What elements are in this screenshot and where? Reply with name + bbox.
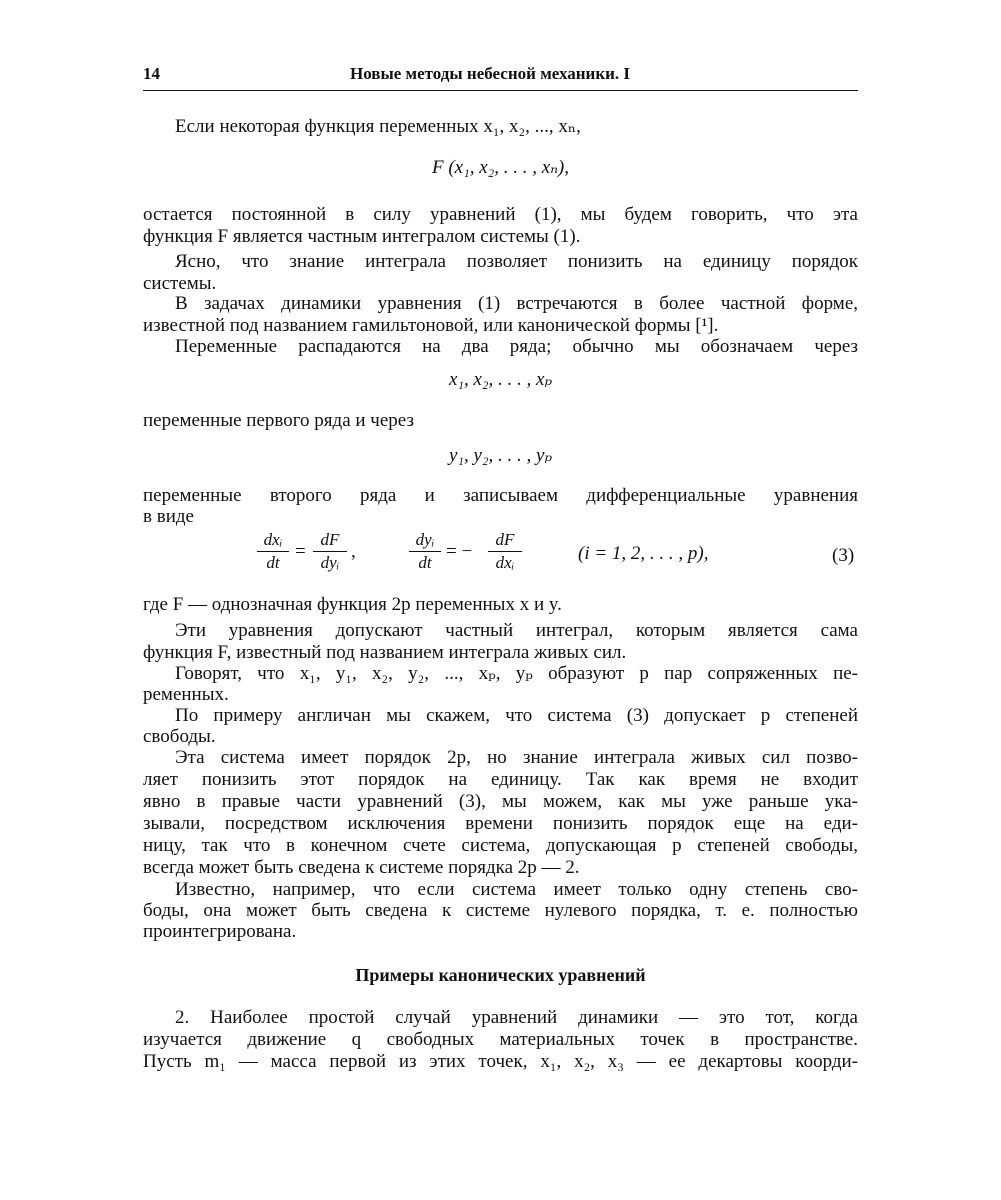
text-line: Эта система имеет порядок 2p, но знание интеграла живых сил позво-: [175, 747, 858, 768]
text-line: Ясно, что знание интеграла позволяет понизить на единицу порядок: [175, 251, 858, 272]
text-line: Говорят, что x₁, y₁, x₂, y₂, ..., xₚ, yₚ образуют p пар сопряженных пе-: [175, 663, 858, 684]
text-line: зывали, посредством исключения времени понизить порядок еще на еди-: [143, 813, 858, 834]
text-line: Если некоторая функция переменных x₁, x₂, ..., xₙ,: [175, 116, 581, 137]
text-line: Известно, например, что если система имеет только одну степень сво-: [175, 879, 858, 900]
text-line: где F — однозначная функция 2p переменных x и y.: [143, 594, 562, 615]
text-line: Эти уравнения допускают частный интеграл, которым является сама: [175, 620, 858, 641]
text-line: функция F, известный под названием интеграла живых сил.: [143, 642, 627, 663]
text-line: в виде: [143, 506, 194, 527]
formula-y-series: y₁, y₂, . . . , yₚ: [448, 445, 553, 466]
fraction: dF dyᵢ: [313, 530, 347, 573]
text-line: ременных.: [143, 684, 229, 705]
text-line: ницу, так что в конечном счете система, допускающая p степеней свободы,: [143, 835, 858, 856]
text-line: функция F является частным интегралом системы (1).: [143, 226, 581, 247]
text-line: системы.: [143, 273, 217, 294]
fraction: dyᵢ dt: [409, 530, 441, 573]
comma: ,: [351, 541, 356, 562]
text-line: По примеру англичан мы скажем, что система (3) допускает p степеней: [175, 705, 858, 726]
text-line: 2. Наиболее простой случай уравнений динамики — это тот, когда: [175, 1007, 858, 1028]
text-line: проинтегрирована.: [143, 921, 297, 942]
equation-number: (3): [832, 545, 855, 566]
running-header: [143, 62, 858, 91]
formula-x-series: x₁, x₂, . . . , xₚ: [448, 369, 553, 390]
text-line: известной под названием гамильтоновой, или канонической формы [¹].: [143, 315, 719, 336]
text-line: изучается движение q свободных материальных точек в пространстве.: [143, 1029, 858, 1050]
text-line: всегда может быть сведена к системе порядка 2p — 2.: [143, 857, 580, 878]
text-line: остается постоянной в силу уравнений (1), мы будем говорить, что эта: [143, 204, 858, 225]
text-line: ляет понизить этот порядок на единицу. Так как время не входит: [143, 769, 858, 790]
running-title: Новые методы небесной механики. I: [350, 64, 631, 83]
equals-sign: =: [295, 541, 306, 562]
text-line: Переменные распадаются на два ряда; обычно мы обозначаем через: [175, 336, 858, 357]
fraction: dF dxᵢ: [488, 530, 522, 573]
formula-function: F (x₁, x₂, . . . , xₙ),: [432, 157, 569, 178]
text-line: переменные первого ряда и через: [143, 410, 414, 431]
text-line: В задачах динамики уравнения (1) встречаются в более частной форме,: [175, 293, 858, 314]
fraction: dxᵢ dt: [257, 530, 289, 573]
text-line: Пусть m₁ — масса первой из этих точек, x₁, x₂, x₃ — ее декартовы коорди-: [143, 1051, 858, 1072]
page-number: 14: [143, 64, 160, 83]
text-line: свободы.: [143, 726, 216, 747]
index-condition: (i = 1, 2, . . . , p),: [578, 543, 709, 564]
equals-minus: = −: [446, 541, 473, 562]
text-line: боды, она может быть сведена к системе нулевого порядка, т. е. полностью: [143, 900, 858, 921]
text-line: явно в правые части уравнений (3), мы можем, как мы уже раньше ука-: [143, 791, 858, 812]
section-title: Примеры канонических уравнений: [355, 965, 646, 985]
text-line: переменные второго ряда и записываем дифференциальные уравнения: [143, 485, 858, 506]
